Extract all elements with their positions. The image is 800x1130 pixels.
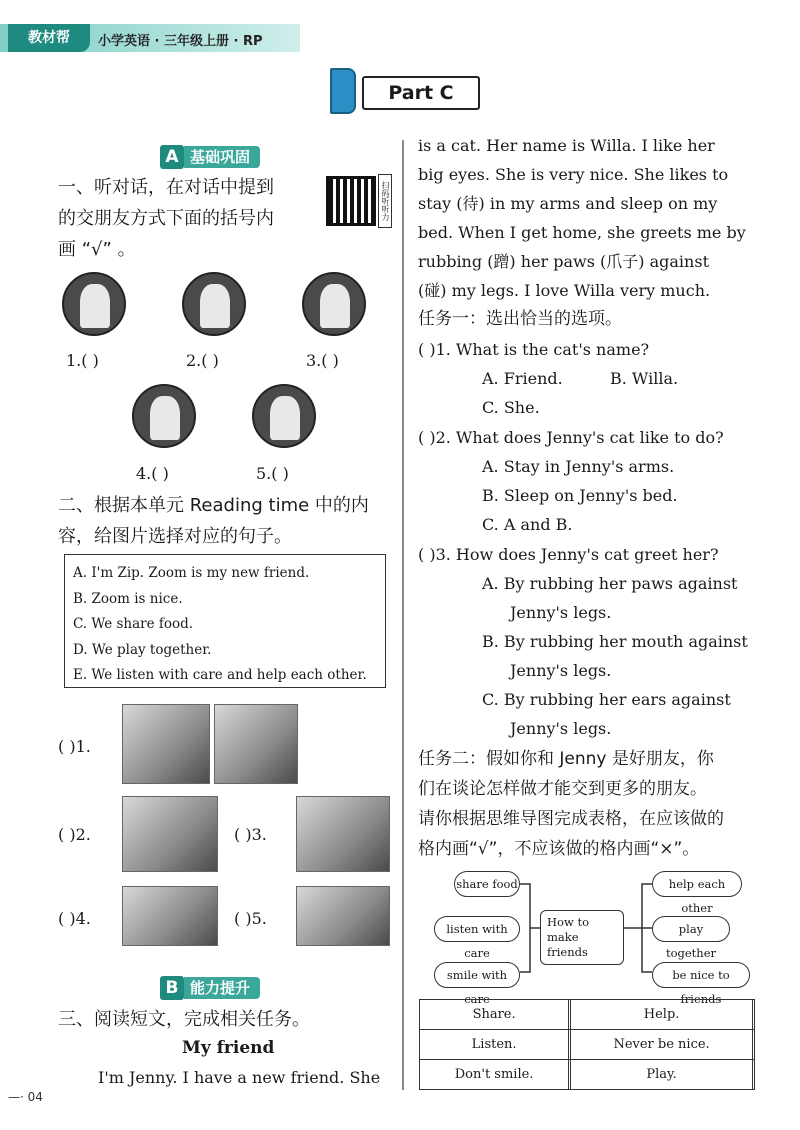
picture-blank-4[interactable]: ( )4. [58, 909, 91, 928]
task2-line1: 任务二：假如你和 Jenny 是好朋友，你 [418, 749, 714, 769]
q1-option-a: A. Friend. [482, 369, 563, 388]
listening-picture-2 [182, 272, 246, 336]
column-divider [402, 140, 404, 1090]
table-cell: Never be nice. [571, 1030, 753, 1060]
q2-line1: 二、根据本单元 Reading time 中的内 [58, 495, 369, 516]
option-e: E. We listen with care and help each other. [73, 667, 367, 683]
picture-blank-3[interactable]: ( )3. [234, 825, 267, 844]
passage-line-7: (碰) my legs. I love Willa very much. [418, 281, 711, 300]
task2-line4: 格内画“√”，不应该做的格内画“×”。 [418, 839, 700, 859]
mindmap-right-3: be nice to friends [652, 962, 750, 988]
q3-option-c: C. By rubbing her ears against [482, 690, 731, 709]
question-2[interactable]: ( )2. What does Jenny's cat like to do? [418, 428, 724, 447]
page-number-value: 04 [27, 1090, 43, 1104]
answer-blank-3[interactable]: 3.( ) [306, 351, 339, 370]
section-b-badge [160, 975, 260, 1001]
qr-code-icon[interactable] [326, 176, 376, 226]
passage-title: My friend [182, 1038, 275, 1058]
q2-option-c: C. A and B. [482, 515, 573, 534]
story-picture-5 [296, 886, 390, 946]
sentence-options-box [64, 554, 386, 688]
brand-logo: 教材帮 [8, 24, 90, 52]
task2-line3: 请你根据思维导图完成表格，在应该做的 [418, 809, 724, 829]
mindmap-right-1: help each other [652, 871, 742, 897]
question-1[interactable]: ( )1. What is the cat's name? [418, 340, 650, 359]
mindmap-right-2: play together [652, 916, 730, 942]
section-letter: B [160, 976, 184, 1000]
passage-line-5: bed. When I get home, she greets me by [418, 223, 746, 242]
q2-option-a: A. Stay in Jenny's arms. [482, 457, 675, 476]
answer-blank-4[interactable]: 4.( ) [136, 464, 169, 483]
answer-cell[interactable] [753, 1000, 755, 1030]
section-a-badge [160, 144, 260, 170]
option-c: C. We share food. [73, 616, 194, 632]
q3-option-b-cont: Jenny's legs. [510, 661, 612, 680]
table-row [420, 1030, 755, 1060]
table-cell: Don't smile. [420, 1060, 569, 1090]
listening-picture-4 [132, 384, 196, 448]
part-title: Part C [362, 76, 480, 110]
listening-picture-5 [252, 384, 316, 448]
passage-line-6: rubbing (蹭) her paws (爪子) against [418, 252, 709, 271]
book-title: 小学英语 · 三年级上册 · RP [98, 34, 263, 49]
mindmap-left-1: share food [454, 871, 520, 897]
listening-picture-3 [302, 272, 366, 336]
story-picture-1b [214, 704, 298, 784]
q1-line2: 的交朋友方式下面的括号内 [58, 208, 274, 229]
q2-line2: 容，给图片选择对应的句子。 [58, 526, 292, 547]
q2-option-b: B. Sleep on Jenny's bed. [482, 486, 678, 505]
q1-line1: 一、听对话，在对话中提到 [58, 177, 274, 198]
task1-heading: 任务一：选出恰当的选项。 [418, 309, 622, 329]
answer-blank-2[interactable]: 2.( ) [186, 351, 219, 370]
q3-option-a: A. By rubbing her paws against [482, 574, 738, 593]
answer-blank-1[interactable]: 1.( ) [66, 351, 99, 370]
passage-line-1: I'm Jenny. I have a new friend. She [98, 1068, 381, 1087]
table-cell: Share. [420, 1000, 569, 1030]
story-picture-2 [122, 796, 218, 872]
table-cell: Listen. [420, 1030, 569, 1060]
page-number: —· 04 [8, 1090, 43, 1104]
section-name: 基础巩固 [184, 146, 260, 168]
q3-option-c-cont: Jenny's legs. [510, 719, 612, 738]
table-row [420, 1000, 755, 1030]
story-picture-1a [122, 704, 210, 784]
picture-blank-5[interactable]: ( )5. [234, 909, 267, 928]
picture-blank-1[interactable]: ( )1. [58, 737, 91, 756]
q3-heading: 三、阅读短文，完成相关任务。 [58, 1009, 310, 1030]
q1-line3: 画 “√” 。 [58, 239, 136, 260]
passage-line-4: stay (待) in my arms and sleep on my [418, 194, 718, 213]
mindmap-left-2: listen with care [434, 916, 520, 942]
option-a: A. I'm Zip. Zoom is my new friend. [73, 565, 310, 581]
story-picture-3 [296, 796, 390, 872]
answer-cell[interactable] [753, 1060, 755, 1090]
qr-tag: 扫码听听力 [378, 174, 392, 228]
option-d: D. We play together. [73, 641, 212, 658]
listening-picture-1 [62, 272, 126, 336]
option-b: B. Zoom is nice. [73, 590, 183, 607]
question-3[interactable]: ( )3. How does Jenny's cat greet her? [418, 545, 719, 564]
q1-option-b: B. Willa. [610, 369, 679, 388]
q3-option-b: B. By rubbing her mouth against [482, 632, 748, 651]
task2-line2: 们在谈论怎样做才能交到更多的朋友。 [418, 779, 707, 799]
mindmap-center: How to make friends [540, 910, 624, 965]
passage-line-3: big eyes. She is very nice. She likes to [418, 165, 729, 184]
mindmap-left-3: smile with care [434, 962, 520, 988]
table-cell: Help. [571, 1000, 753, 1030]
answer-blank-5[interactable]: 5.( ) [256, 464, 289, 483]
book-icon [330, 68, 356, 114]
section-letter: A [160, 145, 184, 169]
story-picture-4 [122, 886, 218, 946]
passage-line-2: is a cat. Her name is Willa. I like her [418, 136, 715, 155]
q1-option-c: C. She. [482, 398, 540, 417]
q3-option-a-cont: Jenny's legs. [510, 603, 612, 622]
answer-table [419, 999, 755, 1090]
picture-blank-2[interactable]: ( )2. [58, 825, 91, 844]
table-cell: Play. [571, 1060, 753, 1090]
section-name: 能力提升 [184, 977, 260, 999]
answer-cell[interactable] [753, 1030, 755, 1060]
table-row [420, 1060, 755, 1090]
